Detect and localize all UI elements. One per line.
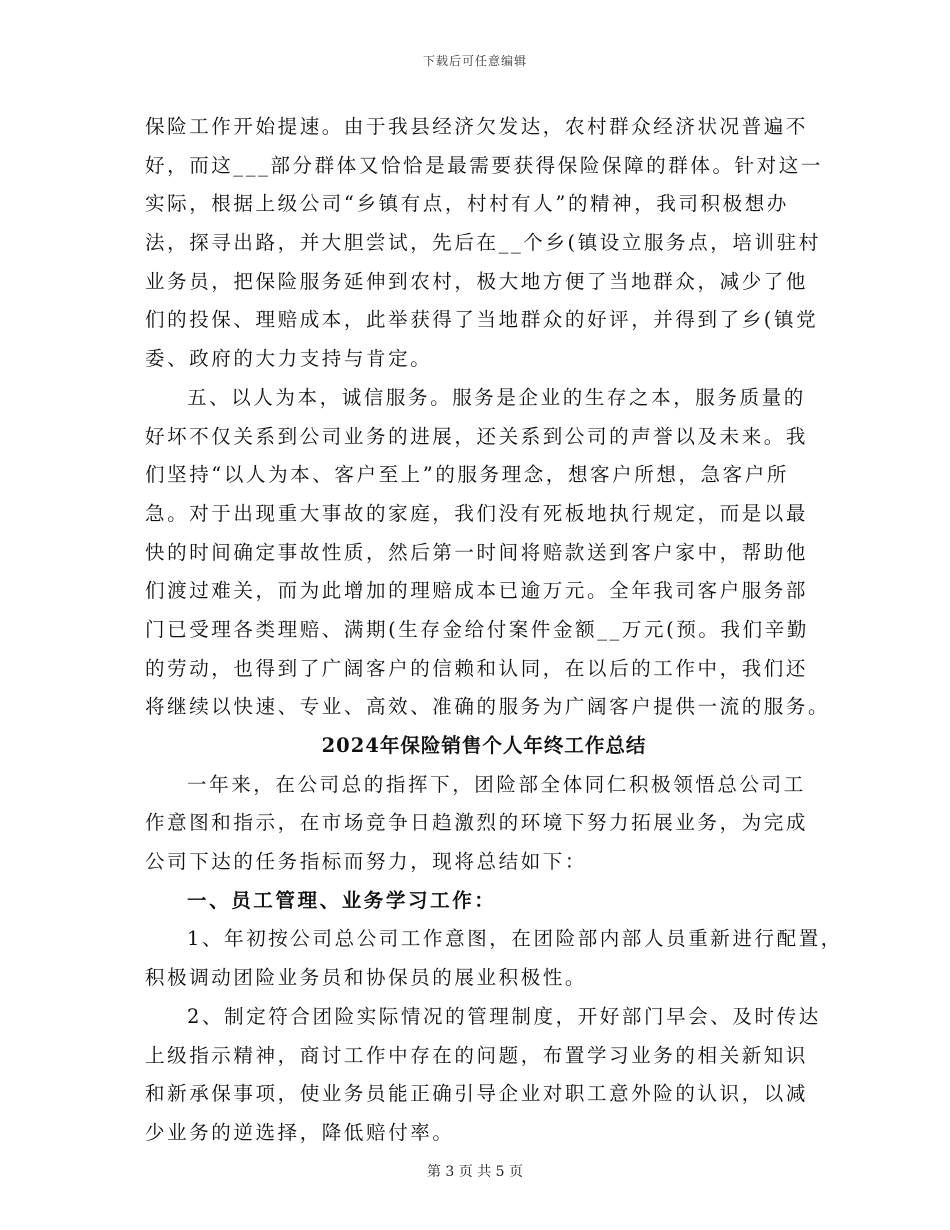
text-line: 快的时间确定事故性质，然后第一时间将赔款送到客户家中，帮助他 xyxy=(145,540,809,564)
list-item-line: 2、制定符合团险实际情况的管理制度，开好部门早会、及时传达 xyxy=(187,1004,821,1028)
text-line: 上级指示精神，商讨工作中存在的问题，布置学习业务的相关新知识 xyxy=(145,1043,809,1067)
text-line: 委、政府的大力支持与肯定。 xyxy=(145,347,433,371)
text-line: 好，而这___部分群体又恰恰是最需要获得保险保障的群体。针对这一 xyxy=(145,153,823,177)
intro-line: 一年来，在公司总的指挥下，团险部全体同仁积极领悟总公司工 xyxy=(187,772,806,796)
text-line: 和新承保事项，使业务员能正确引导企业对职工意外险的认识，以减 xyxy=(145,1082,809,1106)
text-line: 们渡过难关，而为此增加的理赔成本已逾万元。全年我司客户服务部 xyxy=(145,579,809,603)
text-line: 法，探寻出路，并大胆尝试，先后在__个乡(镇设立服务点，培训驻村 xyxy=(145,231,821,255)
text-line: 急。对于出现重大事故的家庭，我们没有死板地执行规定，而是以最 xyxy=(145,501,809,525)
page-footer: 第 3 页 共 5 页 xyxy=(426,1164,524,1180)
text-line: 业务员，把保险服务延伸到农村，极大地方便了当地群众，减少了他 xyxy=(145,269,809,293)
document-title: 2024年保险销售个人年终工作总结 xyxy=(321,734,647,757)
text-line: 积极调动团险业务员和协保员的展业积极性。 xyxy=(145,966,588,990)
text-line: 实际，根据上级公司“乡镇有点，村村有人”的精神，我司积极想办 xyxy=(145,192,789,216)
text-line: 将继续以快速、专业、高效、准确的服务为广阔客户提供一流的服务。 xyxy=(145,695,831,719)
text-line: 作意图和指示，在市场竞争日趋激烈的环境下努力拓展业务，为完成 xyxy=(145,811,809,835)
section-heading: 一、员工管理、业务学习工作： xyxy=(187,888,497,912)
text-line: 公司下达的任务指标而努力，现将总结如下： xyxy=(145,850,588,874)
document-body xyxy=(145,108,843,1153)
text-line: 们坚持“以人为本、客户至上”的服务理念，想客户所想，急客户所 xyxy=(145,463,789,487)
text-line: 门已受理各类理赔、满期(生存金给付案件金额__万元(预。我们辛勤 xyxy=(145,617,809,641)
text-line: 的劳动，也得到了广阔客户的信赖和认同，在以后的工作中，我们还 xyxy=(145,656,809,680)
text-line: 少业务的逆选择，降低赔付率。 xyxy=(145,1120,455,1144)
text-line: 们的投保、理赔成本，此举获得了当地群众的好评，并得到了乡(镇党 xyxy=(145,308,819,332)
page-header: 下载后可任意编辑 xyxy=(422,54,527,68)
section-five-heading-line: 五、以人为本，诚信服务。服务是企业的生存之本，服务质量的 xyxy=(187,385,806,409)
text-line: 好坏不仅关系到公司业务的进展，还关系到公司的声誉以及未来。我 xyxy=(145,424,809,448)
list-item-line: 1、年初按公司总公司工作意图，在团险部内部人员重新进行配置， xyxy=(187,927,843,951)
text-line: 保险工作开始提速。由于我县经济欠发达，农村群众经济状况普遍不 xyxy=(145,115,809,138)
